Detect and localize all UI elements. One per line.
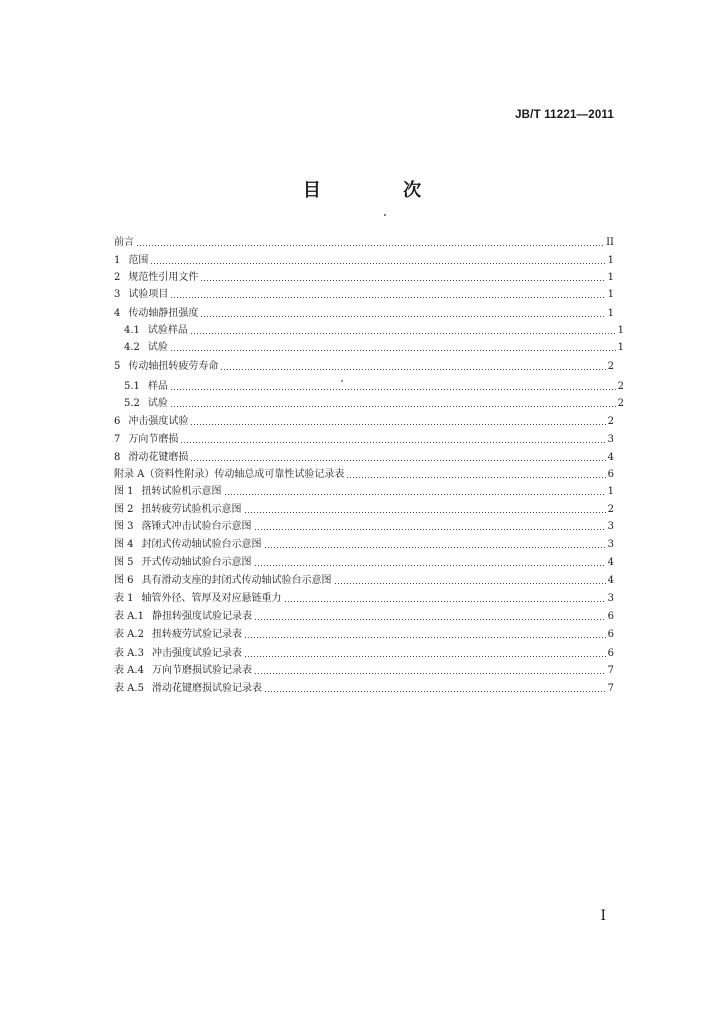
toc-entry[interactable] — [114, 625, 614, 641]
dot-leader — [346, 477, 605, 478]
dot-leader — [200, 316, 605, 317]
toc-entry[interactable] — [114, 377, 624, 393]
toc-entry[interactable] — [114, 285, 614, 301]
toc-entry-page: 6 — [607, 629, 614, 640]
toc-entry-label: 万向节磨损 — [128, 434, 179, 445]
toc-entry-number: 表 1 — [114, 593, 134, 604]
toc-entry[interactable] — [114, 679, 614, 695]
toc-entry-page: 2 — [607, 504, 614, 515]
toc-entry-label: 传动轴静扭强度 — [128, 308, 199, 319]
dot-leader — [334, 583, 606, 584]
dot-leader — [170, 297, 605, 298]
toc-entry-number: 表 A.5 — [114, 683, 144, 694]
dot-leader — [254, 529, 606, 530]
dot-leader — [190, 424, 605, 425]
toc-entry[interactable] — [114, 553, 614, 569]
toc-entry-label: 规范性引用文件 — [128, 272, 199, 283]
toc-entry-label: 扭转疲劳试验记录表 — [151, 629, 242, 640]
toc-entry[interactable] — [114, 607, 614, 623]
toc-entry[interactable] — [114, 430, 614, 446]
toc-entry-label: 试验 — [147, 342, 168, 353]
toc-entry[interactable] — [114, 233, 614, 249]
toc-entry-number: 表 A.2 — [114, 629, 144, 640]
toc-entry-page: 4 — [607, 575, 614, 586]
dot-leader — [254, 619, 606, 620]
toc-entry-page: 3 — [607, 434, 614, 445]
toc-title: 目 次 — [302, 180, 460, 201]
toc-entry-number: 表 A.1 — [114, 611, 144, 622]
dot-leader — [170, 350, 616, 351]
toc-entry-label: 传动轴扭转疲劳寿命 — [128, 361, 219, 372]
dot-leader — [264, 547, 606, 548]
toc-entry-number: 6 — [114, 416, 121, 427]
toc-entry-label: 试验项目 — [128, 289, 169, 300]
toc-entry[interactable] — [114, 500, 614, 516]
toc-entry-number: 7 — [114, 434, 121, 445]
toc-entry-label: 扭转试验机示意图 — [141, 486, 222, 497]
toc-entry-label: 开式传动轴试验台示意图 — [141, 557, 252, 568]
toc-entry[interactable] — [114, 661, 614, 677]
toc-entry[interactable] — [114, 412, 614, 428]
toc-entry-label: 滑动花键磨损 — [128, 452, 189, 463]
toc-entry-page: 3 — [607, 593, 614, 604]
toc-entry[interactable] — [114, 394, 624, 410]
toc-entry-page: 2 — [617, 381, 624, 392]
toc-entry[interactable] — [114, 535, 614, 551]
dot-leader — [224, 494, 606, 495]
toc-entry-label: 静扭转强度试验记录表 — [151, 611, 252, 622]
toc-entry-number: 5.2 — [124, 398, 140, 409]
toc-entry-page: 6 — [607, 469, 614, 480]
dot-leader — [170, 406, 616, 407]
dot-leader — [190, 460, 605, 461]
toc-entry[interactable] — [114, 517, 614, 533]
toc-entry-number: 5.1 — [124, 381, 140, 392]
dot-leader — [244, 512, 606, 513]
toc-entry-page: II — [606, 237, 614, 248]
toc-entry-number: 图 2 — [114, 504, 134, 515]
toc-entry[interactable] — [114, 268, 614, 284]
toc-entry[interactable] — [114, 304, 614, 320]
toc-entry[interactable] — [114, 338, 624, 354]
dot-leader — [284, 601, 606, 602]
toc-entry-number: 图 1 — [114, 486, 134, 497]
toc-entry-label: 前言 — [114, 237, 134, 248]
dot-leader — [254, 673, 606, 674]
toc-entry-label: 具有滑动支座的封闭式传动轴试验台示意图 — [141, 575, 332, 586]
dot-leader — [264, 691, 606, 692]
toc-entry-number: 图 6 — [114, 575, 134, 586]
toc-entry-page: 2 — [607, 416, 614, 427]
toc-entry-page: 4 — [607, 557, 614, 568]
toc-entry[interactable] — [114, 321, 624, 337]
toc-entry-page: 2 — [607, 361, 614, 372]
toc-entry-page: 1 — [607, 289, 614, 300]
dot-leader — [190, 333, 616, 334]
toc-entry-label: 轴管外径、管厚及对应悬链重力 — [141, 593, 282, 604]
toc-entry-label: 试验样品 — [147, 325, 188, 336]
toc-entry-number: 4.1 — [124, 325, 140, 336]
toc-entry[interactable] — [114, 465, 614, 481]
toc-entry-label: 封闭式传动轴试验台示意图 — [141, 539, 262, 550]
toc-entry-page: 3 — [607, 521, 614, 532]
toc-entry[interactable] — [114, 589, 614, 605]
scan-speck — [384, 214, 386, 216]
dot-leader — [244, 637, 606, 638]
toc-entry-page: 7 — [607, 683, 614, 694]
toc-entry-label: 样品 — [147, 381, 168, 392]
toc-entry-label: 滑动花键磨损试验记录表 — [151, 683, 262, 694]
dot-leader — [150, 263, 605, 264]
toc-entry-page: 2 — [617, 398, 624, 409]
toc-entry-page: 3 — [607, 539, 614, 550]
toc-entry-page: 4 — [607, 452, 614, 463]
dot-leader — [220, 369, 605, 370]
toc-entry-page: 1 — [607, 272, 614, 283]
toc-entry[interactable] — [114, 357, 614, 373]
toc-entry-label: 试验 — [147, 398, 168, 409]
toc-entry-number: 2 — [114, 272, 121, 283]
toc-entry-label: 落锤式冲击试验台示意图 — [141, 521, 252, 532]
page-number: I — [600, 908, 606, 924]
toc-entry-number: 5 — [114, 361, 121, 372]
dot-leader — [136, 245, 604, 246]
toc-entry-number: 图 5 — [114, 557, 134, 568]
toc-entry-page: 1 — [607, 308, 614, 319]
toc-entry-label: 万向节磨损试验记录表 — [151, 665, 252, 676]
toc-entry-page: 1 — [607, 486, 614, 497]
toc-entry-page: 7 — [607, 665, 614, 676]
toc-entry-number: 图 3 — [114, 521, 134, 532]
toc-entry-number: 图 4 — [114, 539, 134, 550]
toc-entry[interactable] — [114, 448, 614, 464]
dot-leader — [254, 565, 606, 566]
toc-entry[interactable] — [114, 644, 614, 660]
toc-entry-page: 1 — [617, 342, 624, 353]
toc-entry-number: 1 — [114, 255, 121, 266]
toc-entry[interactable] — [114, 482, 614, 498]
toc-entry-label: 冲击强度试验记录表 — [151, 648, 242, 659]
dot-leader — [200, 280, 605, 281]
dot-leader — [180, 442, 605, 443]
standard-code: JB/T 11221—2011 — [515, 109, 614, 121]
toc-entry-page: 1 — [617, 325, 624, 336]
toc-entry[interactable] — [114, 571, 614, 587]
toc-entry-page: 6 — [607, 648, 614, 659]
dot-leader — [244, 656, 606, 657]
toc-entry-page: 1 — [607, 255, 614, 266]
toc-entry[interactable] — [114, 251, 614, 267]
toc-entry-number: 表 A.3 — [114, 648, 144, 659]
toc-entry-label: 范围 — [128, 255, 149, 266]
toc-entry-number: 表 A.4 — [114, 665, 144, 676]
toc-entry-page: 6 — [607, 611, 614, 622]
toc-entry-number: 3 — [114, 289, 121, 300]
dot-leader — [170, 389, 616, 390]
toc-entry-number: 8 — [114, 452, 121, 463]
toc-entry-label: 扭转疲劳试验机示意图 — [141, 504, 242, 515]
toc-entry-label: 冲击强度试验 — [128, 416, 189, 427]
toc-entry-label: 附录 A（资料性附录）传动轴总成可靠性试验记录表 — [114, 469, 345, 480]
toc-entry-number: 4.2 — [124, 342, 140, 353]
toc-entry-number: 4 — [114, 308, 121, 319]
